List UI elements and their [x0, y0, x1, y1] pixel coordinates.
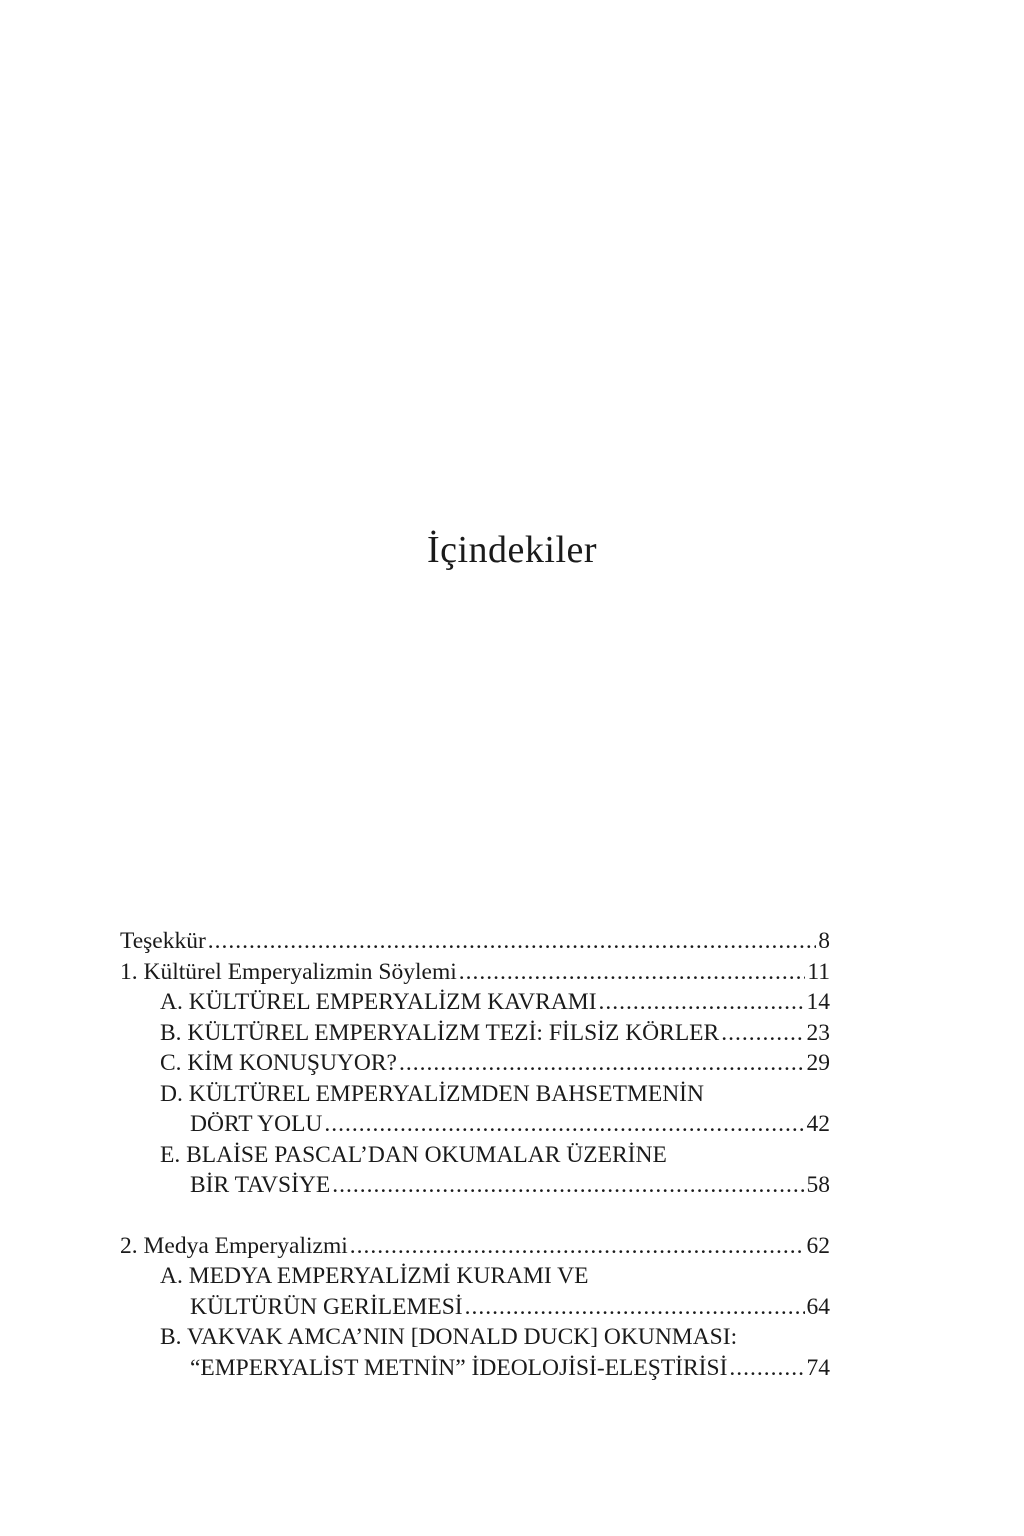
section-gap	[120, 1203, 830, 1233]
toc-entry-1d-cont	[120, 1111, 830, 1142]
page-title: İçindekiler	[426, 529, 598, 571]
toc-entry-text: BİR TAVSİYE	[190, 1172, 331, 1198]
toc-entry-1e	[120, 1142, 830, 1173]
toc-entry-1a	[120, 989, 830, 1020]
toc-entry-text: B. VAKVAK AMCA’NIN [DONALD DUCK] OKUNMASI:	[160, 1324, 738, 1350]
table-of-contents	[120, 928, 830, 1385]
toc-entry-text: Teşekkür	[120, 928, 206, 954]
dot-leader	[465, 1294, 805, 1321]
dot-leader	[350, 1233, 805, 1260]
dot-leader	[729, 1355, 804, 1382]
toc-page-number: 62	[806, 1232, 830, 1259]
toc-entry-chapter-1	[120, 959, 830, 990]
dot-leader	[332, 1172, 804, 1199]
toc-entry-1c	[120, 1050, 830, 1081]
toc-entry-text: C. KİM KONUŞUYOR?	[160, 1050, 397, 1076]
toc-entry-1d	[120, 1081, 830, 1112]
toc-page-number: 58	[806, 1172, 830, 1198]
toc-entry-text: 2. Medya Emperyalizmi	[120, 1232, 348, 1259]
toc-entry-2a-cont	[120, 1294, 830, 1325]
toc-entry-text: E. BLAİSE PASCAL’DAN OKUMALAR ÜZERİNE	[160, 1141, 667, 1168]
toc-entry-2a	[120, 1263, 830, 1294]
toc-entry-text: D. KÜLTÜREL EMPERYALİZMDEN BAHSETMENİN	[160, 1080, 704, 1107]
toc-entry-1e-cont	[120, 1172, 830, 1203]
dot-leader	[208, 928, 816, 955]
dot-leader	[721, 1020, 804, 1047]
dot-leader	[324, 1111, 804, 1138]
toc-page-number: 11	[807, 958, 830, 985]
toc-entry-text: 1. Kültürel Emperyalizmin Söylemi	[120, 958, 457, 985]
toc-page-number: 42	[806, 1111, 830, 1137]
dot-leader	[599, 989, 805, 1016]
toc-entry-1b	[120, 1020, 830, 1051]
toc-entry-chapter-2	[120, 1233, 830, 1264]
toc-page-number: 74	[806, 1354, 830, 1381]
toc-page-number: 64	[806, 1293, 830, 1320]
toc-entry-2b	[120, 1324, 830, 1355]
toc-entry-tesekkur	[120, 928, 830, 959]
toc-entry-text: “EMPERYALİST METNİN” İDEOLOJİSİ-ELEŞTİRİSİ	[190, 1354, 728, 1381]
toc-entry-text: A. MEDYA EMPERYALİZMİ KURAMI VE	[160, 1263, 589, 1289]
toc-entry-text: B. KÜLTÜREL EMPERYALİZM TEZİ: FİLSİZ KÖRLER	[160, 1019, 720, 1046]
toc-page-number: 8	[818, 928, 830, 954]
toc-page-number: 29	[806, 1050, 830, 1076]
toc-entry-text: A. KÜLTÜREL EMPERYALİZM KAVRAMI	[160, 989, 597, 1015]
toc-entry-2b-cont	[120, 1355, 830, 1386]
dot-leader	[399, 1050, 805, 1077]
toc-entry-text: DÖRT YOLU	[190, 1111, 323, 1137]
toc-page-number: 23	[806, 1019, 830, 1046]
toc-page-number: 14	[806, 989, 830, 1015]
dot-leader	[459, 959, 806, 986]
toc-entry-text: KÜLTÜRÜN GERİLEMESİ	[190, 1293, 463, 1320]
